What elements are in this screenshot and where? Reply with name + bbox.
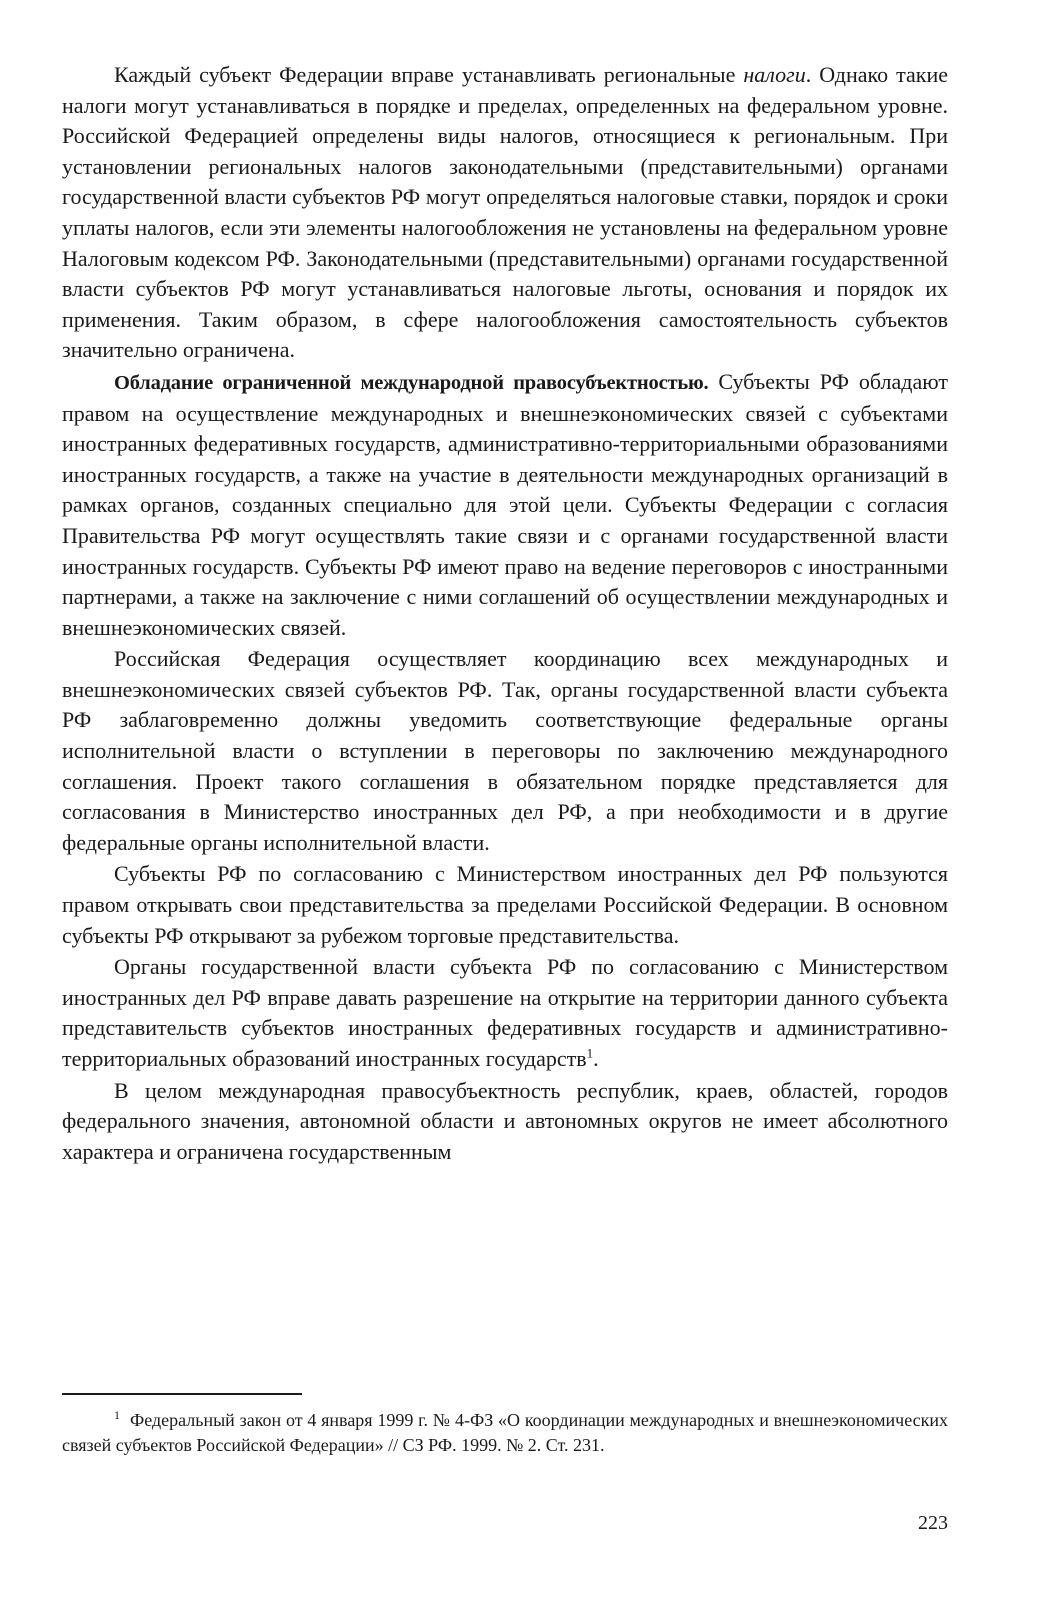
paragraph-representations-abroad [62,859,948,951]
bold-lead-heading: Обладание ограниченной международной правосубъектностью. [114,371,709,394]
paragraph-text: Органы государственной власти субъекта РФ по согласованию с Министерством иностранных дел РФ вправе давать разрешение на открытие на территории данного субъекта представительств субъектов иностранных федеративных государств и административно-территориальных образований иностранных государств [62,954,948,1071]
paragraph-text: Субъекты РФ обладают правом на осуществление международных и внешнеэкономических связей с субъектами иностранных федеративных государств, административно-территориальными образованиями иностранных государств, а также на участие в деятельности международных организаций в рамках органов, созданных специально для этой цели. Субъекты Федерации с согласия Правительства РФ могут осуществлять такие связи и с органами государственной власти иностранных государств. Субъекты РФ имеют право на ведение переговоров с иностранными партнерами, а также на заключение с ними соглашений об осуществлении международных и внешнеэкономических связей. [62,368,949,640]
paragraph-coordination [62,644,948,858]
paragraph-text: . [593,1046,599,1071]
paragraph-text: Субъекты РФ по согласованию с Министерством иностранных дел РФ пользуются правом открывать свои представительства за пределами Российской Федерации. В основном субъекты РФ открывают за рубежом торговые представительства. [62,861,948,948]
footnote-reference[interactable]: 1 [586,1045,594,1061]
paragraph-regional-taxes [62,60,948,366]
paragraph-text: . Однако такие налоги могут устанавливаться в порядке и пределах, определенных на федеральном уровне. Российской Федерацией определены виды налогов, относящиеся к региональным. При установлении региональных налогов законодательными (представительными) органами государственной власти субъектов РФ могут определяться налоговые ставки, порядок и сроки уплаты налогов, если эти элементы налогообложения не установлены на федеральном уровне Налоговым кодексом РФ. Законодательными (представительными) органами государственной власти субъектов РФ могут устанавливаться налоговые льготы, основания и порядок их применения. Таким образом, в сфере налогообложения самостоятельность субъектов значительно ограничена. [62,62,948,363]
page-body [62,60,948,1168]
page-number: 223 [918,1512,948,1534]
paragraph-conclusion [62,1076,948,1168]
footnote-text: Федеральный закон от 4 января 1999 г. № 4-ФЗ «О координации международных и внешнеэкономических связей субъектов Российской Федерации» // СЗ РФ. 1999. № 2. Ст. 231. [62,1410,948,1455]
paragraph-international-legal-personality [62,367,948,643]
footnote-divider [62,1393,302,1395]
footnote-number: 1 [114,1408,120,1422]
paragraph-text: В целом международная правосубъектность республик, краев, областей, городов федерального значения, автономной области и автономных округов не имеет абсолютного характера и ограничена государственным [62,1077,948,1164]
paragraph-text: Каждый субъект Федерации вправе устанавливать региональные [114,62,744,87]
italic-term: налоги [743,62,806,87]
paragraph-text: Российская Федерация осуществляет координацию всех международных и внешнеэкономических связей субъектов РФ. Так, органы государственной власти субъекта РФ заблаговременно должны уведомить соответствующие федеральные органы исполнительной власти о вступлении в переговоры по заключению международного соглашения. Проект такого соглашения в обязательном порядке представляется для согласования в Министерство иностранных дел РФ, а при необходимости и в другие федеральные органы исполнительной власти. [62,646,948,855]
footnote [62,1408,948,1458]
paragraph-foreign-representations [62,952,948,1074]
